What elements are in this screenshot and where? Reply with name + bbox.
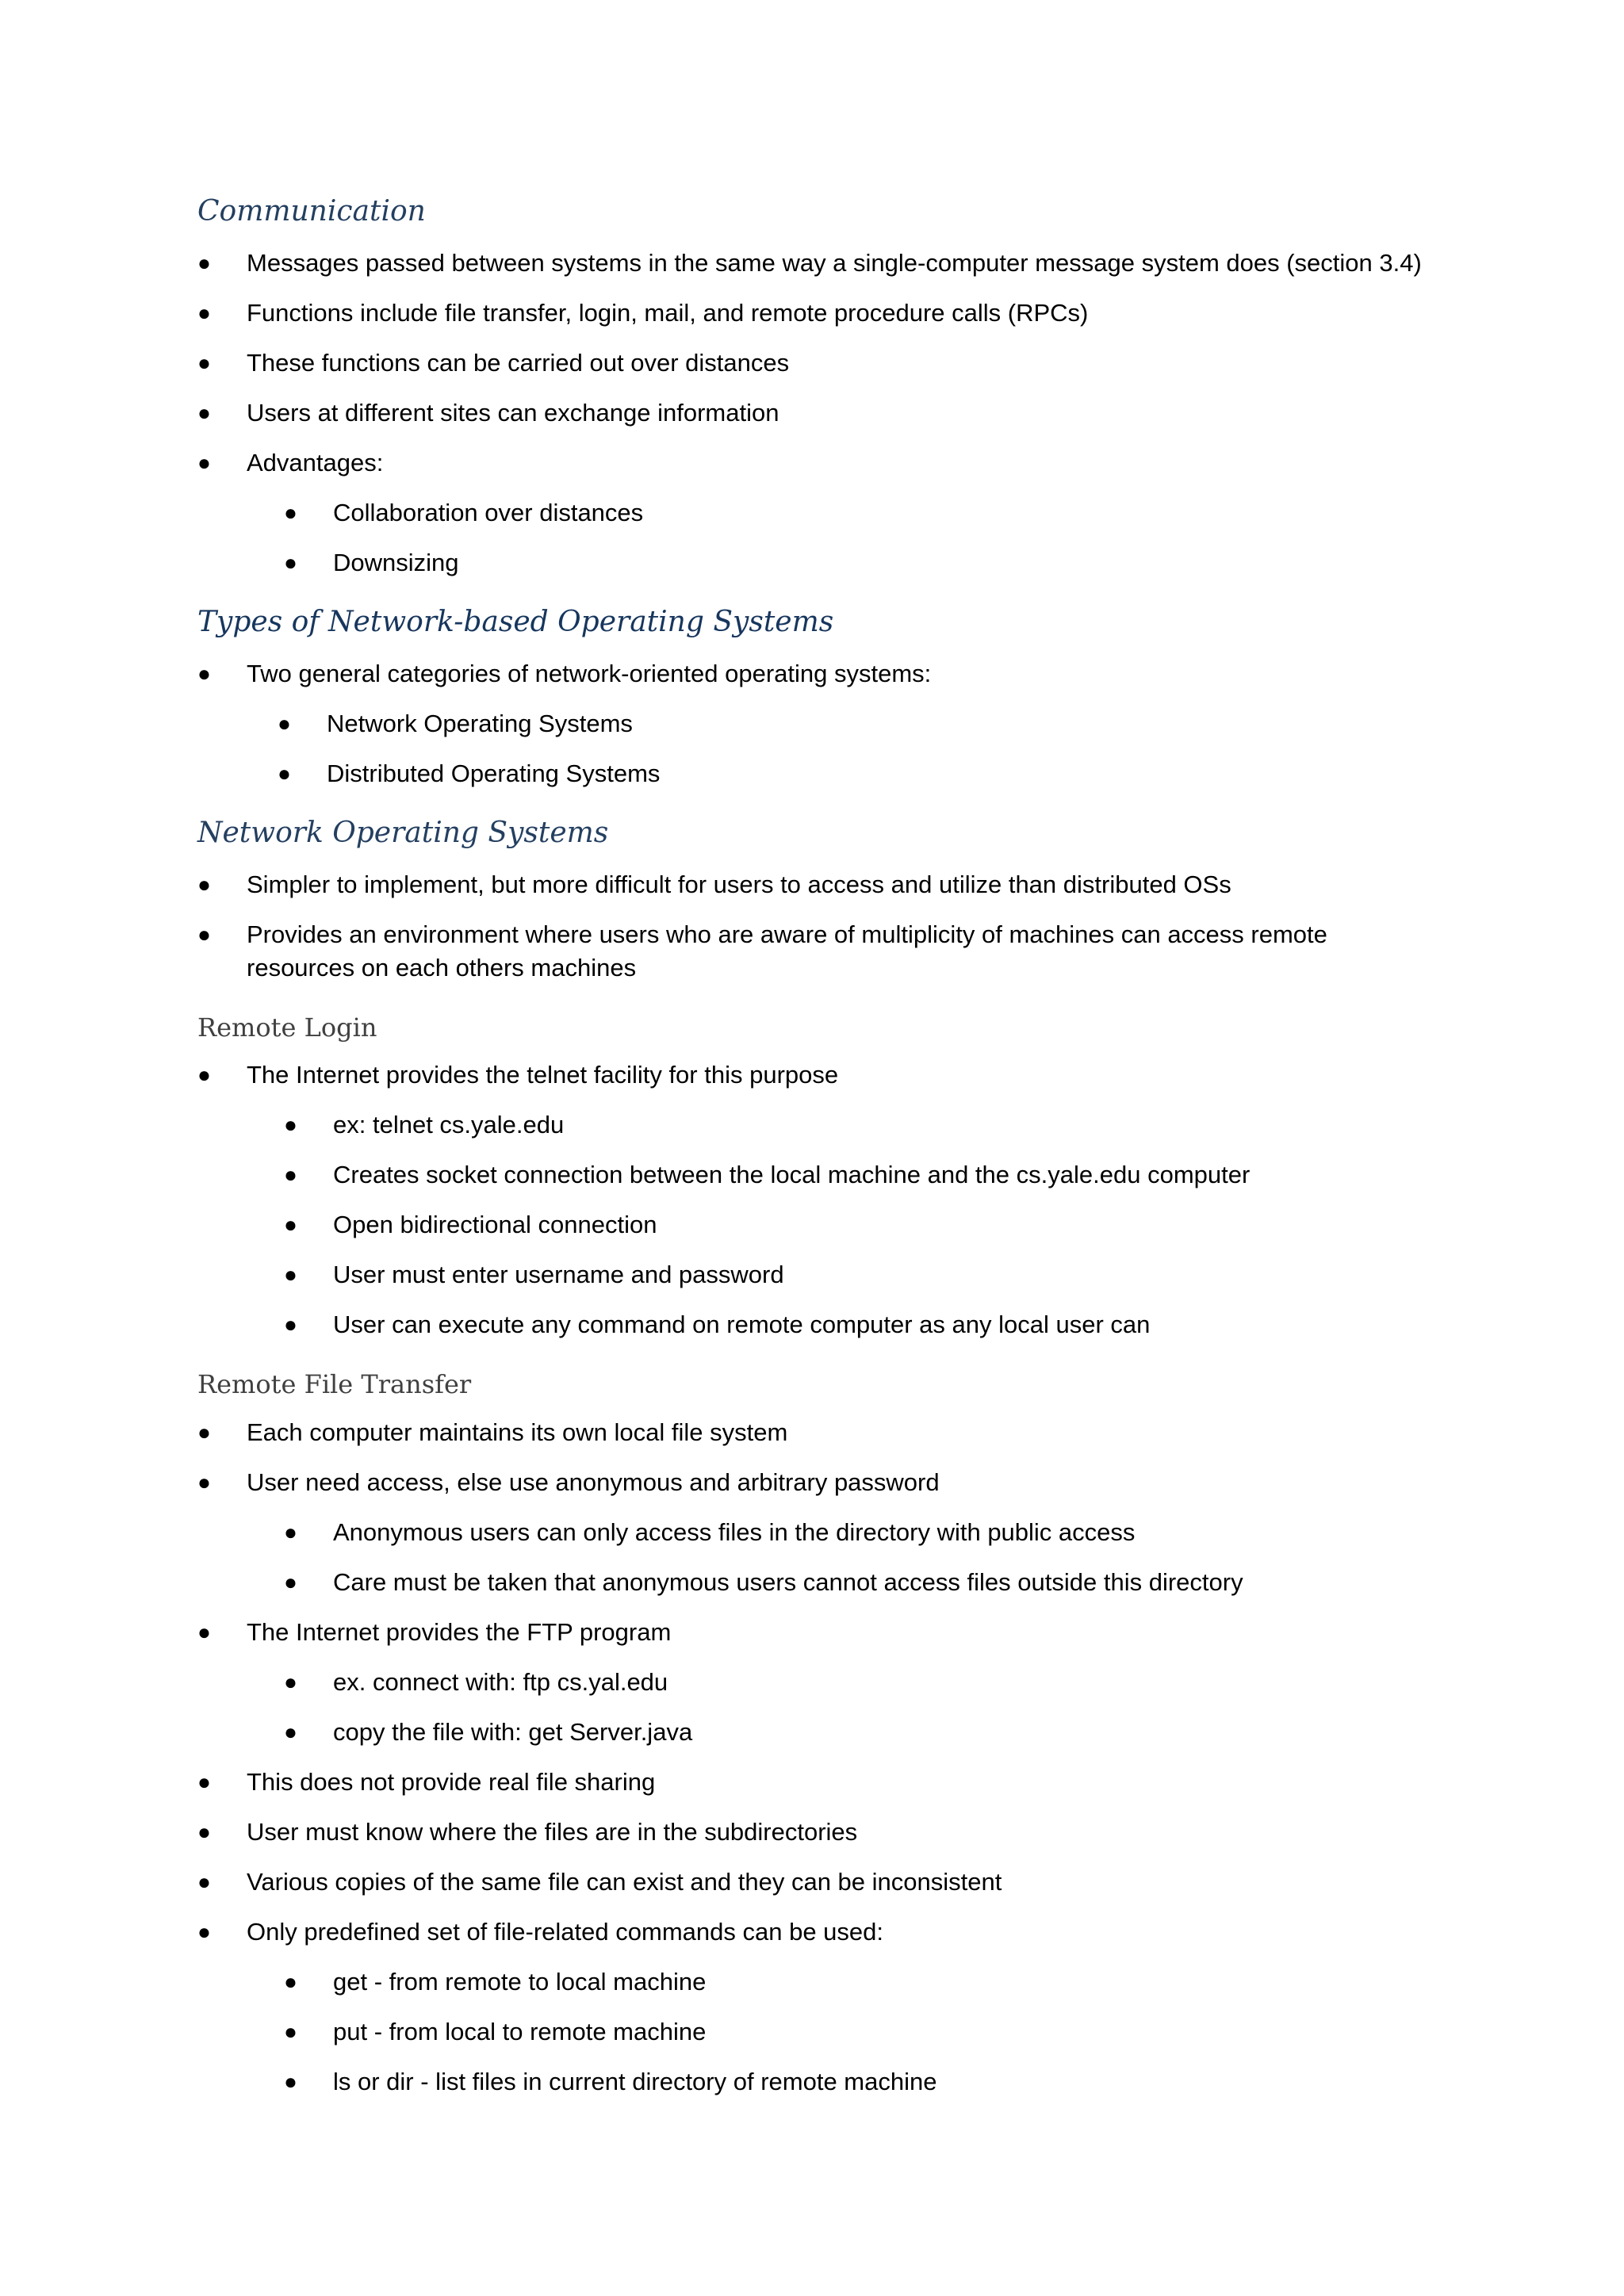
sub-list-item: ● Distributed Operating Systems <box>327 757 660 790</box>
bullet-icon: ● <box>197 1770 211 1794</box>
bullet-icon: ● <box>197 400 211 425</box>
bullet-icon: ● <box>284 1312 297 1337</box>
bullet-icon: ● <box>197 661 211 686</box>
sub-list-item: ● User must enter username and password <box>333 1258 784 1292</box>
heading-network-operating-systems: Network Operating Systems <box>197 817 609 849</box>
bullet-icon: ● <box>278 711 291 736</box>
list-item: ● The Internet provides the telnet facility for this purpose <box>247 1058 838 1092</box>
bullet-icon: ● <box>284 1212 297 1237</box>
list-item: ● These functions can be carried out over distances <box>247 346 789 380</box>
bullet-icon: ● <box>284 1162 297 1187</box>
bullet-icon: ● <box>284 1112 297 1137</box>
list-item: ● Various copies of the same file can exist and they can be inconsistent <box>247 1866 1002 1899</box>
list-item: ● Provides an environment where users who are aware of multiplicity of machines can access remote resources on each others machines <box>247 918 1373 985</box>
heading-remote-login: Remote Login <box>197 1012 377 1043</box>
sub-list-item: ● ex. connect with: ftp cs.yal.edu <box>333 1666 668 1699</box>
list-item: ● Two general categories of network-oriented operating systems: <box>247 657 931 691</box>
heading-remote-file-transfer: Remote File Transfer <box>197 1369 472 1399</box>
bullet-icon: ● <box>278 761 291 786</box>
bullet-icon: ● <box>284 1720 297 1744</box>
bullet-icon: ● <box>284 500 297 525</box>
list-item: ● User need access, else use anonymous and arbitrary password <box>247 1466 940 1499</box>
heading-types: Types of Network-based Operating Systems <box>197 606 834 638</box>
bullet-icon: ● <box>284 1670 297 1694</box>
list-item: ● User must know where the files are in the subdirectories <box>247 1816 857 1849</box>
bullet-icon: ● <box>197 1420 211 1445</box>
sub-list-item: ● copy the file with: get Server.java <box>333 1716 692 1749</box>
list-item: ● Functions include file transfer, login, mail, and remote procedure calls (RPCs) <box>247 297 1088 330</box>
bullet-icon: ● <box>197 1470 211 1494</box>
bullet-icon: ● <box>284 2069 297 2094</box>
bullet-icon: ● <box>284 2019 297 2044</box>
list-item: ● Each computer maintains its own local file system <box>247 1416 787 1449</box>
list-item: ● Only predefined set of file-related commands can be used: <box>247 1915 883 1949</box>
list-item: ● Simpler to implement, but more difficult for users to access and utilize than distributed OSs <box>247 868 1231 901</box>
sub-list-item: ● Creates socket connection between the local machine and the cs.yale.edu computer <box>333 1158 1250 1192</box>
bullet-icon: ● <box>197 350 211 375</box>
bullet-icon: ● <box>197 922 211 947</box>
bullet-icon: ● <box>197 1919 211 1944</box>
bullet-icon: ● <box>197 1820 211 1844</box>
bullet-icon: ● <box>284 1520 297 1544</box>
list-item: ● Advantages: <box>247 446 383 480</box>
sub-list-item: ● ex: telnet cs.yale.edu <box>333 1108 564 1142</box>
bullet-icon: ● <box>197 1620 211 1644</box>
bullet-icon: ● <box>284 1570 297 1594</box>
bullet-icon: ● <box>197 1869 211 1894</box>
sub-list-item: ● Anonymous users can only access files in the directory with public access <box>333 1516 1135 1549</box>
sub-list-item: ● Downsizing <box>333 546 459 580</box>
bullet-icon: ● <box>197 300 211 325</box>
sub-list-item: ● Collaboration over distances <box>333 496 643 530</box>
bullet-icon: ● <box>284 550 297 575</box>
bullet-icon: ● <box>197 872 211 897</box>
list-item: ● Messages passed between systems in the same way a single-computer message system does (section 3.4) <box>247 247 1422 280</box>
list-item: ● This does not provide real file sharing <box>247 1766 655 1799</box>
sub-list-item: ● Care must be taken that anonymous users cannot access files outside this directory <box>333 1566 1243 1599</box>
bullet-icon: ● <box>197 251 211 275</box>
bullet-icon: ● <box>197 450 211 475</box>
sub-list-item: ● Network Operating Systems <box>327 707 633 740</box>
sub-list-item: ● get - from remote to local machine <box>333 1965 706 1999</box>
sub-list-item: ● ls or dir - list files in current directory of remote machine <box>333 2065 936 2099</box>
bullet-icon: ● <box>284 1969 297 1994</box>
bullet-icon: ● <box>284 1262 297 1287</box>
sub-list-item: ● put - from local to remote machine <box>333 2015 706 2049</box>
sub-list-item: ● Open bidirectional connection <box>333 1208 657 1242</box>
list-item: ● The Internet provides the FTP program <box>247 1616 671 1649</box>
list-item: ● Users at different sites can exchange information <box>247 396 779 430</box>
sub-list-item: ● User can execute any command on remote computer as any local user can <box>333 1308 1150 1341</box>
heading-communication: Communication <box>197 195 426 228</box>
bullet-icon: ● <box>197 1062 211 1087</box>
